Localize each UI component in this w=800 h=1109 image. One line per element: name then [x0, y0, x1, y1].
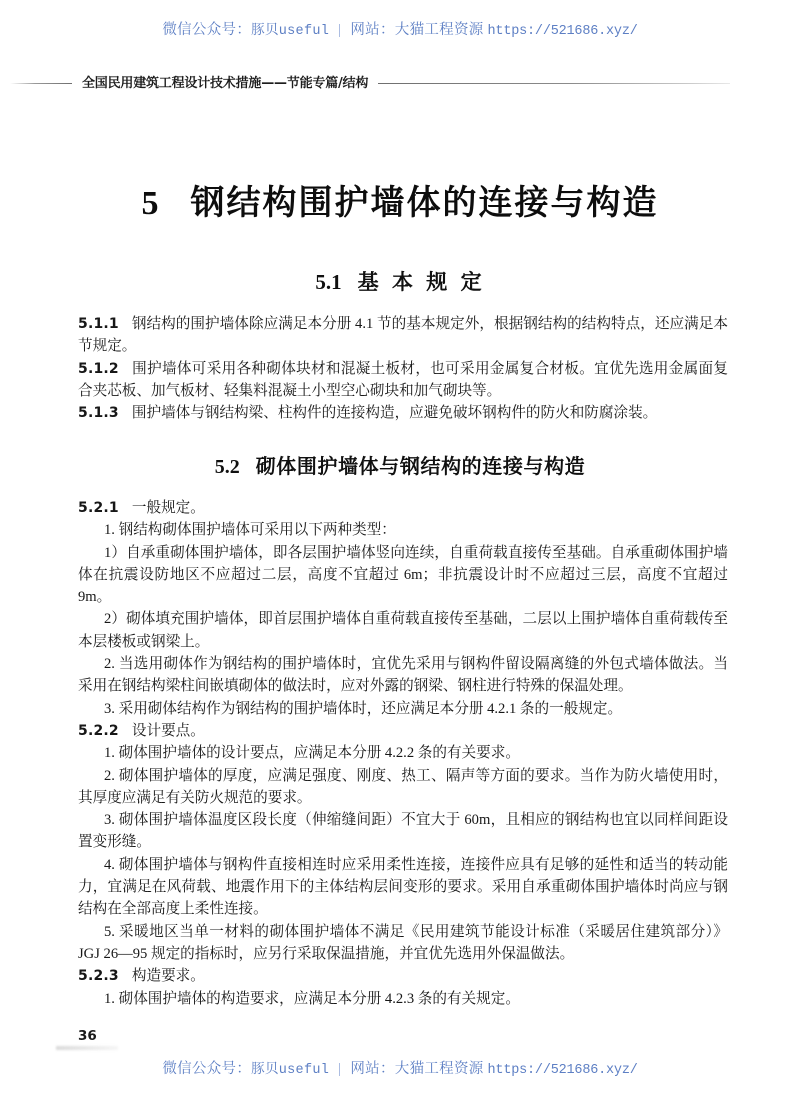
clause-5-2-1-number: 5.2.1: [78, 500, 119, 516]
clause-5-2-2-item-4: 4. 砌体围护墙体与钢构件直接相连时应采用柔性连接，连接件应具有足够的延性和适当的转动能力，宜满足在风荷载、地震作用下的主体结构层间变形的要求。采用自承重砌体围护墙体时尚应与钢结构在全部高度上柔性连接。: [78, 856, 728, 918]
running-head: [0, 72, 800, 94]
clause-5-2-3-number: 5.2.3: [78, 968, 119, 985]
watermark-site-name: 大猫工程资源: [394, 22, 484, 38]
clause-5-2-2-number: 5.2.2: [78, 722, 119, 739]
clause-5-1-2-text: 围护墙体可采用各种砌体块材和混凝土板材，也可采用金属复合材板。宜优先选用金属面复合夹芯板、加气板材、轻集料混凝土小型空心砌块和加气砌块等。: [78, 360, 728, 399]
clause-5-2-1-item-1-sub-2: 2）砌体填充围护墙体，即首层围护墙体自重荷载直接传至基础，二层以上围护墙体自重荷载传至本层楼板或钢梁上。: [78, 611, 728, 650]
clause-block-5-2: [78, 497, 728, 1010]
watermark-bottom-site-name: 大猫工程资源: [394, 1061, 484, 1077]
running-head-title: 全国民用建筑工程设计技术措施——节能专篇/结构: [82, 76, 369, 91]
clause-5-2-1-item-2: 2. 当选用砌体作为钢结构的围护墙体时，宜优先采用与钢构件留设隔离缝的外包式墙体做法。当采用在钢结构梁柱间嵌填砌体的做法时，应对外露的钢梁、钢柱进行特殊的保温处理。: [78, 656, 728, 695]
page-number: 36: [78, 1028, 97, 1044]
clause-5-1-2: [78, 358, 728, 403]
clause-5-2-1-item-3: 3. 采用砌体结构作为钢结构的围护墙体时，还应满足本分册 4.2.1 条的一般规定。: [104, 700, 623, 717]
running-head-rule-right: [378, 83, 730, 84]
watermark-bottom-separator: |: [338, 1061, 342, 1077]
watermark-separator: |: [338, 22, 342, 38]
clause-block-5-1: [78, 313, 728, 424]
watermark-top: [0, 18, 800, 39]
watermark-site-label: 网站：: [350, 22, 395, 38]
clause-5-2-3-text: 构造要求。: [131, 968, 205, 985]
section-5-2-title: 砌体围护墙体与钢结构的连接与构造: [255, 454, 586, 478]
section-5-1-title: 基 本 规 定: [357, 270, 485, 294]
section-5-2-number: 5.2: [214, 456, 240, 478]
watermark-bottom-site-label: 网站：: [350, 1061, 395, 1077]
clause-5-2-2: [78, 720, 728, 742]
clause-5-1-3: [78, 402, 728, 424]
clause-5-2-2-item-2: 2. 砌体围护墙体的厚度，应满足强度、刚度、热工、隔声等方面的要求。当作为防火墙使用时，其厚度应满足有关防火规范的要求。: [78, 767, 728, 806]
section-heading-5-2: [0, 450, 800, 479]
clause-5-2-1-item-1: 1. 钢结构砌体围护墙体可采用以下两种类型：: [104, 522, 396, 539]
clause-5-1-2-number: 5.1.2: [78, 360, 119, 377]
running-head-rule-left: [10, 83, 72, 84]
clause-5-2-2-item-3: 3. 砌体围护墙体温度区段长度（伸缩缝间距）不宜大于 60m，且相应的钢结构也宜以同样间距设置变形缝。: [78, 812, 728, 851]
clause-5-2-1-text: 一般规定。: [131, 500, 205, 516]
watermark-bottom: [0, 1057, 800, 1078]
clause-5-1-1: [78, 313, 728, 358]
section-heading-5-1: [0, 266, 800, 296]
watermark-bottom-wechat-name: 豚贝useful: [251, 1063, 330, 1078]
watermark-wechat-label: 微信公众号：: [162, 22, 252, 38]
clause-5-1-3-number: 5.1.3: [78, 405, 119, 422]
watermark-url: https://521686.xyz/: [487, 24, 638, 39]
clause-5-2-2-item-5: 5. 采暖地区当单一材料的砌体围护墙体不满足《民用建筑节能设计标准（采暖居住建筑部分）》JGJ 26—95 规定的指标时，应另行采取保温措施，并宜优先选用外保温做法。: [78, 923, 728, 962]
scan-artifact: [56, 1046, 118, 1050]
watermark-bottom-wechat-label: 微信公众号：: [162, 1061, 252, 1077]
watermark-wechat-name: 豚贝useful: [251, 24, 330, 39]
chapter-title-text: 钢结构围护墙体的连接与构造: [190, 183, 659, 223]
clause-5-2-2-item-1: 1. 砌体围护墙体的设计要点，应满足本分册 4.2.2 条的有关要求。: [104, 745, 520, 762]
clause-5-2-2-text: 设计要点。: [131, 722, 205, 739]
watermark-bottom-url: https://521686.xyz/: [487, 1063, 638, 1078]
clause-5-2-1: [78, 497, 728, 519]
clause-5-1-3-text: 围护墙体与钢结构梁、柱构件的连接构造，应避免破坏钢构件的防火和防腐涂装。: [131, 405, 658, 422]
clause-5-2-1-item-1-sub-1: 1）自承重砌体围护墙体，即各层围护墙体竖向连续，自重荷载直接传至基础。自承重砌体围护墙体在抗震设防地区不应超过二层，高度不宜超过 6m；非抗震设计时不应超过三层，高度不宜超过 9m。: [78, 544, 728, 606]
clause-5-1-1-number: 5.1.1: [78, 316, 119, 332]
clause-5-2-3: [78, 965, 728, 987]
clause-5-1-1-text: 钢结构的围护墙体除应满足本分册 4.1 节的基本规定外，根据钢结构的结构特点，还应满足本节规定。: [78, 316, 728, 355]
chapter-number: 5: [141, 185, 161, 222]
chapter-title: [0, 175, 800, 224]
clause-5-2-3-item-1: 1. 砌体围护墙体的构造要求，应满足本分册 4.2.3 条的有关规定。: [104, 990, 520, 1007]
section-5-1-number: 5.1: [315, 270, 342, 294]
